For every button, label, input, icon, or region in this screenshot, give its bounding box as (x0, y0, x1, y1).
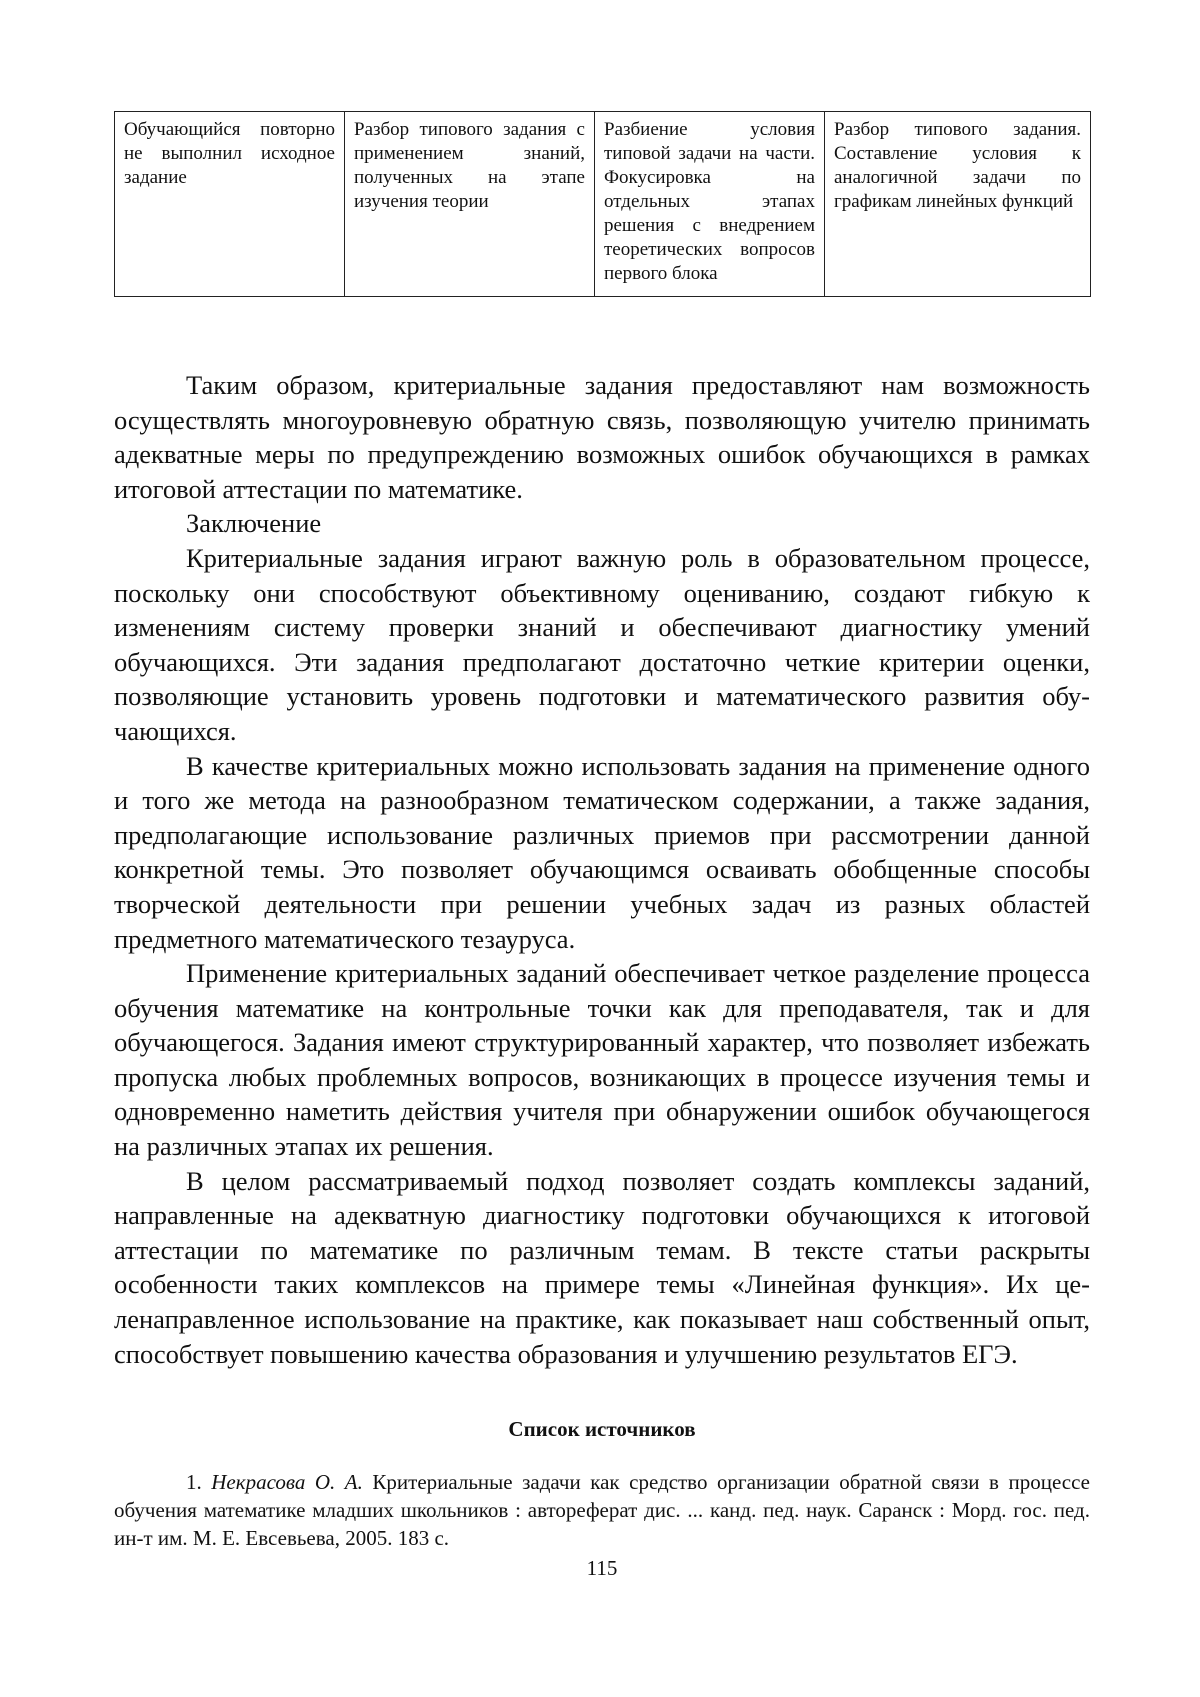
reference-item (114, 1468, 1090, 1552)
paragraph: Таким образом, критериальные задания предоставляют нам возможность осуществлять многоуровневую обратную связь, позволяющую учителю принимать адекватные меры по предупреждению возможных ошибок обучающихся в рамках итоговой аттестации по математике. (114, 370, 1090, 504)
reference-text: Критериальные задачи как средство организации обратной связи в процессе обучения математике младших школьников : автореферат дис. ... канд. пед. наук. Саранск : Морд. гос. пед. ин-т им. М. Е. Евсевьева, 2005. 183 с. (114, 1470, 1090, 1550)
table-cell: Разбор типового задания с применением знаний, полученных на этапе изучения теории (345, 112, 595, 297)
criteria-table (114, 111, 1091, 297)
body-text (114, 368, 1090, 1371)
reference-author: Некрасова О. А. (211, 1470, 363, 1494)
paragraph: Критериальные задания играют важную роль в образовательном процессе, поскольку они способствуют объективному оцениванию, создают гибкую к изменениям систему проверки знаний и обеспечивают диагностику умений обучающихся. Эти задания предполагают достаточно четкие критерии оценки, позволяющие установить уровень подготовки и математического развития обучающихся. (114, 542, 1090, 746)
section-heading: Заключение (186, 508, 322, 539)
table-cell: Обучающийся повторно не выполнил исходное задание (115, 112, 345, 297)
reference-number: 1. (186, 1470, 202, 1494)
paragraph: В качестве критериальных можно использовать задания на применение одного и того же метода на разнообразном тематическом содержании, а также задания, предполагающие использование различных приемов при рассмотрении данной конкретной темы. Это позволяет обучающимся осваивать обобщенные способы творческой деятельности при решении учебных задач из разных областей предметного математического тезауруса. (114, 750, 1090, 954)
page-number: 115 (586, 1556, 618, 1580)
table-cell: Разбор типового задания. Составление условия к аналогичной задачи по графикам линейных функций (825, 112, 1091, 297)
paragraph: В целом рассматриваемый подход позволяет создать комплексы заданий, направленные на адекватную диагностику подготовки обучающихся к итоговой аттестации по математике по различным темам. В тексте статьи раскрыты особенности таких комплексов на примере темы «Линейная функция». Их целенаправленное использование на практике, как показывает наш собственный опыт, способствует повышению качества образования и улучшению результатов ЕГЭ. (114, 1165, 1090, 1369)
table-cell: Разбиение условия типовой задачи на части. Фокусировка на отдельных этапах решения с внедрением теоретических вопросов первого блока (595, 112, 825, 297)
references-title: Список источников (508, 1417, 696, 1441)
table-row (115, 112, 1091, 297)
references-list (114, 1468, 1090, 1552)
paragraph: Применение критериальных заданий обеспечивает четкое разделение процесса обучения математике на контрольные точки как для преподавателя, так и для обучающегося. Задания имеют структурированный характер, что позволяет избежать пропуска любых проблемных вопросов, возникающих в процессе изучения темы и одновременно наметить действия учителя при обнаружении ошибок обучающегося на различных этапах их решения. (114, 958, 1090, 1162)
